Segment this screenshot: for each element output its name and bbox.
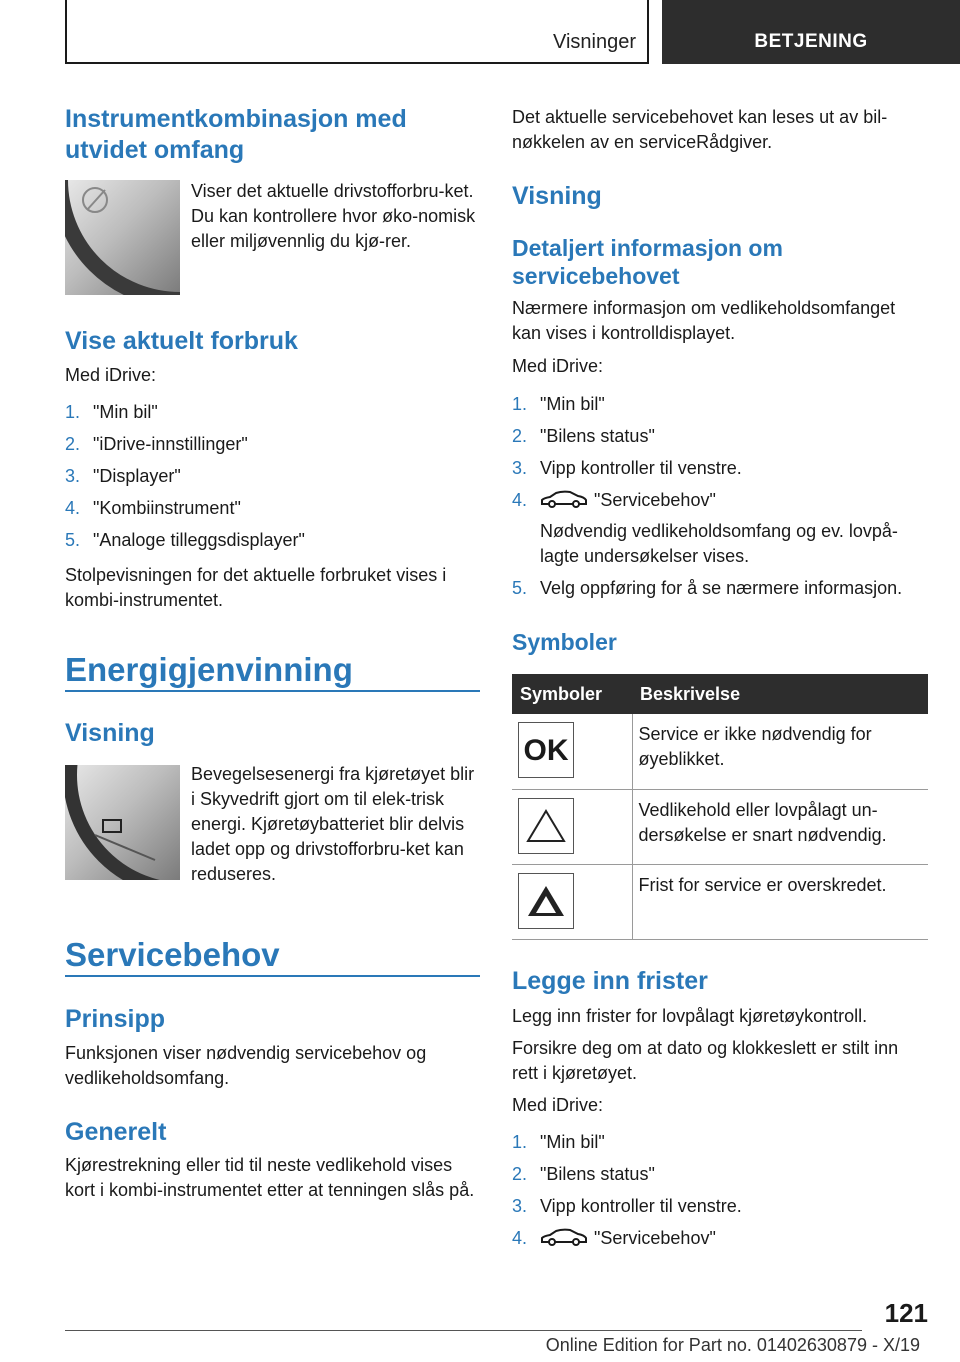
- warning-triangle-icon: [518, 798, 574, 854]
- list-item: 1. "Min bil": [65, 402, 158, 422]
- list-item: 4. "Kombiinstrument": [65, 498, 241, 518]
- list-item: 3. Vipp kontroller til venstre.: [512, 458, 742, 478]
- footer-rule: [65, 1330, 862, 1331]
- column-header: Symboler: [512, 674, 632, 714]
- car-icon: [540, 1228, 588, 1248]
- footer-edition: Online Edition for Part no. 01402630879 - X/19: [545, 1335, 920, 1355]
- ext-cluster-text: Viser det aktuelle drivstofforbru-ket. Du kan kontrollere hvor øko-nomisk eller miljøvennlig du kjø-rer.: [191, 181, 476, 251]
- list-item: 4. "Servicebehov" Nødvendig vedlikeholdsomfang og ev. lovpå-lagte undersøkelser vises.: [512, 488, 928, 569]
- table-header: [512, 674, 928, 714]
- general-text: Kjørestrekning eller tid til neste vedlikehold vises kort i kombi-instrumentet etter at tenningen slås på.: [65, 1155, 475, 1200]
- gauge-illustration: [65, 180, 180, 295]
- list-item: 2. "iDrive-innstillinger": [65, 434, 248, 454]
- ok-symbol: OK: [518, 722, 574, 778]
- list-item: 5. Velg oppføring for å se nærmere informasjon.: [512, 578, 903, 598]
- column-header: Beskrivelse: [632, 674, 928, 714]
- energy-rule: [65, 690, 480, 692]
- detail-text: Nærmere informasjon om vedlikeholdsomfanget kan vises i kontrolldisplayet.: [512, 298, 896, 343]
- general-title: Generelt: [65, 1118, 167, 1146]
- page-number: 121: [884, 1298, 928, 1328]
- energy-text: Bevegelsesenergi fra kjøretøyet blir i Skyvedrift gjort om til elek-trisk energi. Kjøretøybatteriet blir delvis ladet opp og drivstofforbru-ket kan reduseres.: [191, 764, 475, 884]
- energy-display-title: Visning: [65, 719, 155, 747]
- display-title: Visning: [512, 182, 602, 210]
- list-item: 1. "Min bil": [512, 394, 605, 414]
- list-item: 2. "Bilens status": [512, 426, 655, 446]
- energy-title: Energigjenvinning: [65, 651, 353, 688]
- step4-sub: Nødvendig vedlikeholdsomfang og ev. lovpå-lagte undersøkelser vises.: [540, 521, 898, 566]
- deadline-intro: Med iDrive:: [512, 1095, 604, 1115]
- intro-text: Det aktuelle servicebehovet kan leses ut av bil-nøkkelen av en serviceRådgiver.: [512, 107, 888, 152]
- symbols-table: [512, 674, 928, 940]
- recuperation-image: [65, 765, 180, 880]
- principle-text: Funksjonen viser nødvendig servicebehov og vedlikeholdsomfang.: [65, 1043, 427, 1088]
- list-item: 3. Vipp kontroller til venstre.: [512, 1196, 742, 1216]
- list-item: 3. "Displayer": [65, 466, 181, 486]
- cluster-image: [65, 180, 180, 295]
- detail-steps: [512, 392, 928, 608]
- gauge-illustration: [65, 765, 180, 880]
- detail-intro: Med iDrive:: [512, 356, 604, 376]
- service-title: Servicebehov: [65, 936, 280, 973]
- consumption-title: Vise aktuelt forbruk: [65, 327, 298, 355]
- ext-cluster-title: Instrumentkombinasjon med utvidet omfang: [65, 105, 407, 164]
- list-item: 5. "Analoge tilleggsdisplayer": [65, 530, 305, 550]
- detail-title: Detaljert informasjon om servicebehovet: [512, 235, 783, 289]
- consumption-note: Stolpevisningen for det aktuelle forbruket vises i kombi-instrumentet.: [65, 565, 447, 610]
- principle-title: Prinsipp: [65, 1005, 166, 1033]
- consumption-intro: Med iDrive:: [65, 365, 157, 385]
- header-tab: Visninger: [552, 31, 636, 53]
- deadline-text2: Forsikre deg om at dato og klokkeslett er stilt inn rett i kjøretøyet.: [512, 1038, 899, 1083]
- list-item: 4. "Servicebehov": [512, 1228, 716, 1248]
- consumption-steps: [65, 400, 475, 560]
- table-row: Frist for service er overskredet.: [512, 864, 928, 939]
- table-row: OK Service er ikke nødvendig for øyeblikket.: [512, 714, 928, 789]
- alert-triangle-icon: [518, 873, 574, 929]
- list-item: 2. "Bilens status": [512, 1164, 655, 1184]
- deadline-title: Legge inn frister: [512, 967, 708, 995]
- service-rule: [65, 975, 480, 977]
- symbols-title: Symboler: [512, 629, 617, 655]
- list-item: 1. "Min bil": [512, 1132, 605, 1152]
- deadline-steps: [512, 1130, 928, 1258]
- deadline-text1: Legg inn frister for lovpålagt kjøretøykontroll.: [512, 1006, 868, 1026]
- car-icon: [540, 490, 588, 510]
- header-section: BETJENING: [662, 0, 960, 64]
- table-row: Vedlikehold eller lovpålagt un-dersøkelse er snart nødvendig.: [512, 789, 928, 864]
